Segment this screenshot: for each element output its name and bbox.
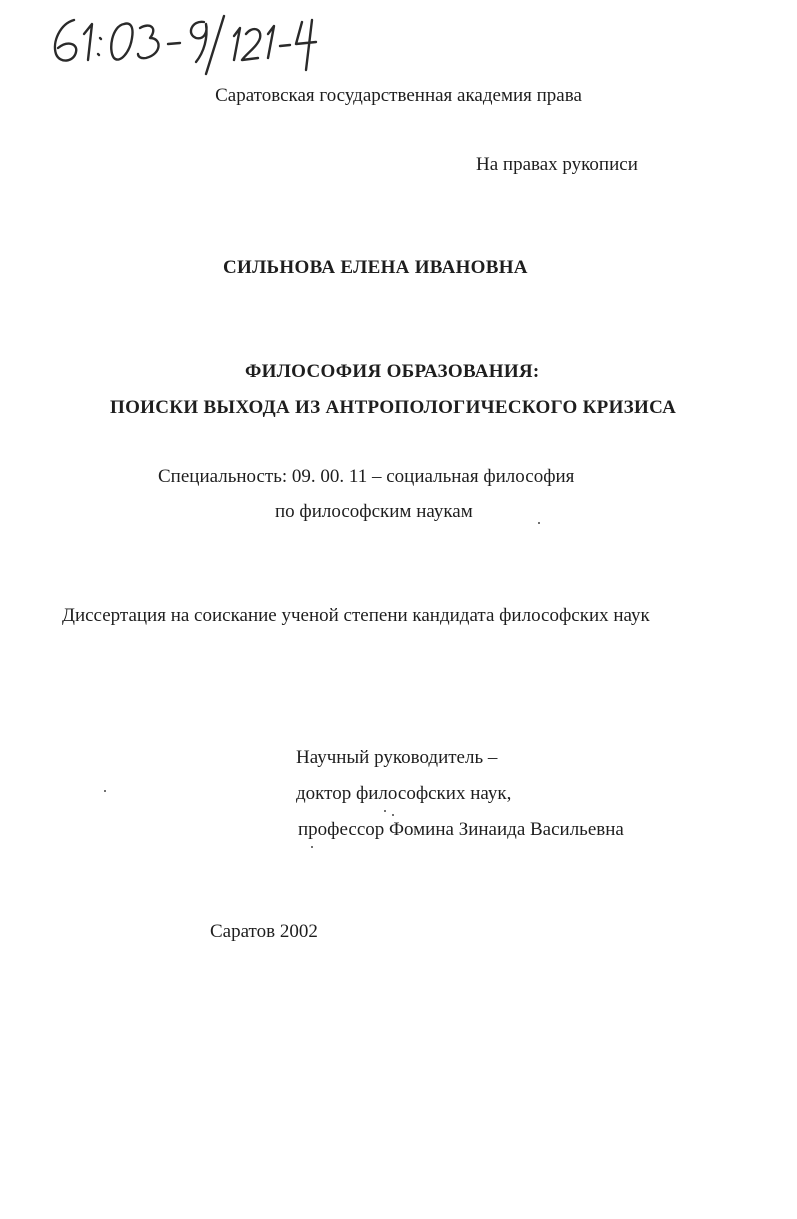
handwritten-archive-code [40,8,360,78]
supervisor-degree: доктор философских наук, [296,783,512,804]
title-line-1: ФИЛОСОФИЯ ОБРАЗОВАНИЯ: [245,361,540,382]
scan-speck [392,814,394,816]
scan-speck [538,522,540,524]
title-line-2: ПОИСКИ ВЫХОДА ИЗ АНТРОПОЛОГИЧЕСКОГО КРИЗИСА [110,397,677,418]
supervisor-role: Научный руководитель – [296,747,498,768]
author-name: СИЛЬНОВА ЕЛЕНА ИВАНОВНА [223,257,528,278]
scan-speck [384,810,386,812]
supervisor-name: профессор Фомина Зинаида Васильевна [298,819,624,840]
handwritten-code-drawing [40,8,360,78]
manuscript-rights-note: На правах рукописи [476,154,638,175]
scan-speck [104,790,106,792]
degree-statement: Диссертация на соискание ученой степени кандидата философских наук [62,605,650,626]
specialty-line-1: Специальность: 09. 00. 11 – социальная философия [158,466,575,487]
place-and-year: Саратов 2002 [210,921,318,942]
scan-speck [311,846,313,848]
institution-name: Саратовская государственная академия права [215,85,582,106]
specialty-line-2: по философским наукам [275,501,473,522]
